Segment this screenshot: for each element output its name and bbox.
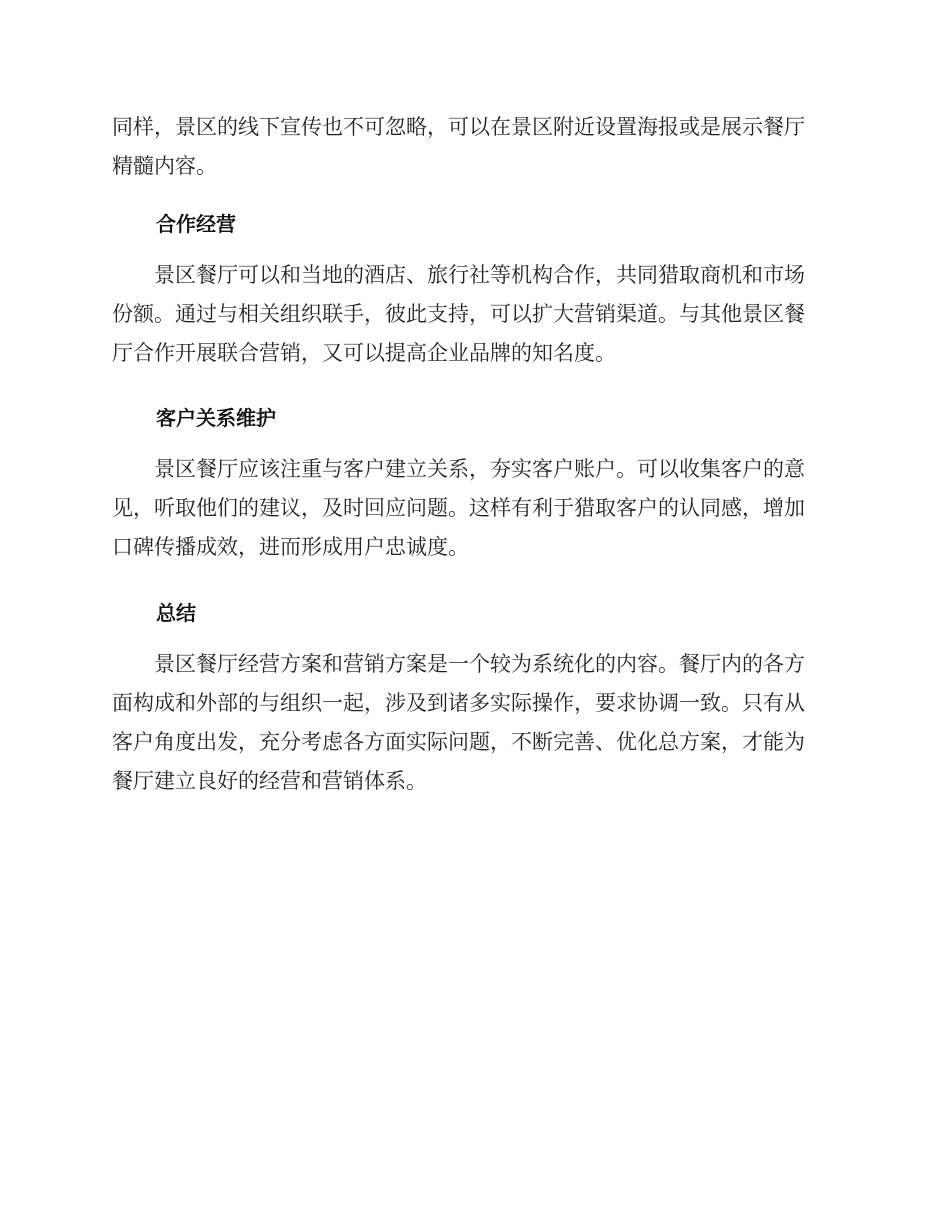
text-line: 客户角度出发，充分考虑各方面实际问题，不断完善、优化总方案，才能为 xyxy=(112,730,805,754)
summary-paragraph xyxy=(112,645,834,801)
text-line: 面构成和外部的与组织一起，涉及到诸多实际操作，要求协调一致。只有从 xyxy=(112,691,805,715)
text-line: 口碑传播成效，进而形成用户忠诚度。 xyxy=(112,535,469,559)
text-line: 份额。通过与相关组织联手，彼此支持，可以扩大营销渠道。与其他景区餐 xyxy=(112,302,805,326)
section-heading-summary: 总结 xyxy=(156,601,196,625)
intro-paragraph xyxy=(112,108,834,186)
text-line: 餐厅建立良好的经营和营销体系。 xyxy=(112,769,427,793)
text-line: 同样，景区的线下宣传也不可忽略，可以在景区附近设置海报或是展示餐厅 xyxy=(112,115,805,139)
section-heading-customer-relations: 客户关系维护 xyxy=(156,406,276,430)
text-line: 厅合作开展联合营销，又可以提高企业品牌的知名度。 xyxy=(112,341,616,365)
text-line: 见，听取他们的建议，及时回应问题。这样有利于猎取客户的认同感，增加 xyxy=(112,496,805,520)
customer-relations-paragraph xyxy=(112,450,834,567)
text-line: 精髓内容。 xyxy=(112,154,217,178)
cooperation-paragraph xyxy=(112,256,834,373)
text-line: 景区餐厅可以和当地的酒店、旅行社等机构合作，共同猎取商机和市场 xyxy=(112,263,805,287)
text-line: 景区餐厅应该注重与客户建立关系，夯实客户账户。可以收集客户的意 xyxy=(112,457,805,481)
section-heading-cooperation: 合作经营 xyxy=(156,212,236,236)
text-line: 景区餐厅经营方案和营销方案是一个较为系统化的内容。餐厅内的各方 xyxy=(112,652,805,676)
